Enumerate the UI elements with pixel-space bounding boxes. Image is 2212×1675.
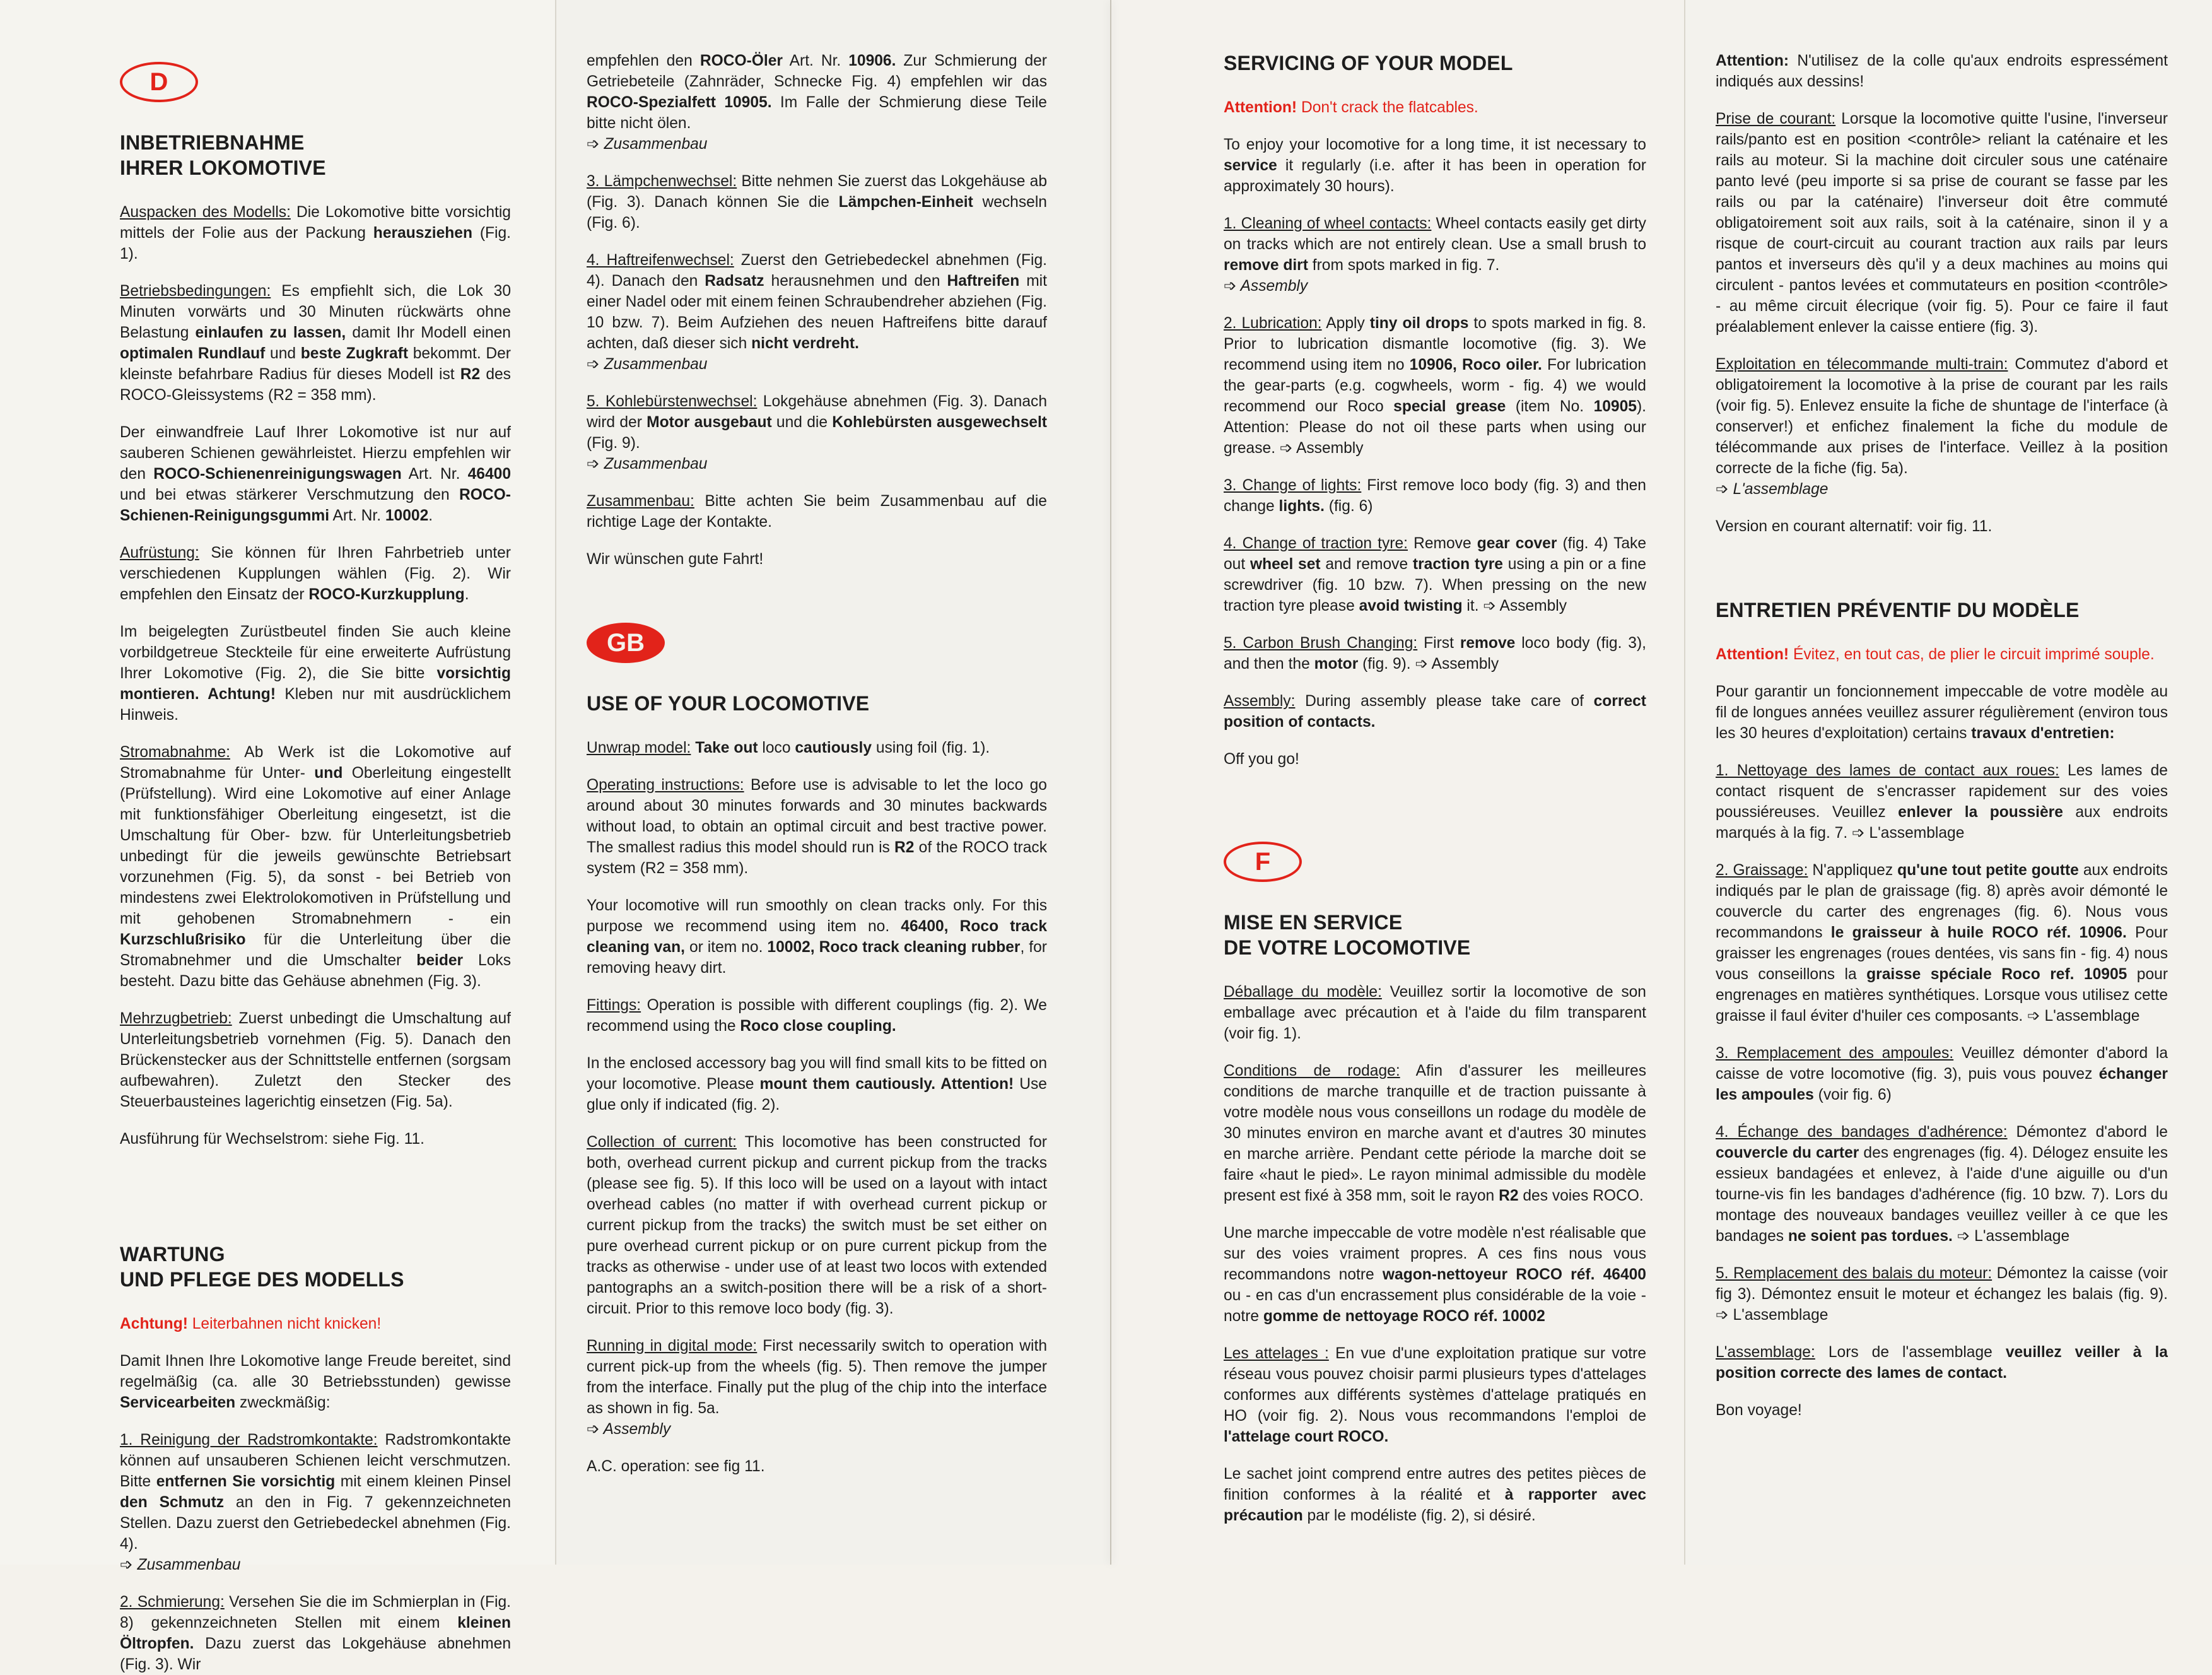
paragraph: 4. Change of traction tyre: Remove gear cover (fig. 4) Take out wheel set and remove traction tyre using a pin or a fine screwdriver (fig. 10 bzw. 7). When pressing on the new traction tyre please avoid twisting it. ➩ Assembly — [1224, 535, 1647, 614]
paragraph: Im beigelegten Zurüstbeutel finden Sie auch kleine vorbildgetreue Steckteile für eine erweiterte Aufrüstung Ihrer Lokomotive (Fig. 2), die Sie bitte vorsichtig montieren. Achtung! Kleben nur mit ausdrücklichem Hinweis. — [120, 623, 511, 724]
paragraph: 1. Cleaning of wheel contacts: Wheel contacts easily get dirty on tracks which are not entirely clean. Use a small brush to remove dirt from spots marked in fig. 7. ➩ Assembly — [1224, 213, 1646, 297]
paragraph: 4. Haftreifenwechsel: Zuerst den Getriebedeckel abnehmen (Fig. 4). Danach den Radsatz herausnehmen und den Haftreifen mit einer Nadel oder mit einem feinen Schraubendreher abziehen (Fig. 10 bzw. 7). Beim Aufziehen des neuen Haftreifens bitte darauf achten, daß dieser sich nicht verdreht. ➩ Zusammenbau — [587, 250, 1047, 375]
paragraph: Version en courant alternatif: voir fig. 11. — [1716, 518, 1993, 535]
cross-reference: ➩ Zusammenbau — [120, 1556, 241, 1573]
paragraph: Betriebsbedingungen: Es empfiehlt sich, die Lok 30 Minuten vorwärts und 30 Minuten rückwärts ohne Belastung einlaufen zu lassen, damit Ihr Modell einen optimalen Rundlauf und beste Zugkraft bekommt. Der kleinste befahrbare Radius für dieses Modell ist R2 des ROCO-Gleissystems (R2 = 358 mm). — [120, 283, 511, 404]
paragraph: Zusammenbau: Bitte achten Sie beim Zusammenbau auf die richtige Lage der Kontakte. — [587, 493, 1047, 531]
paragraph: 5. Kohlebürstenwechsel: Lokgehäuse abnehmen (Fig. 3). Danach wird der Motor ausgebaut und die Kohlebürsten ausgewechselt (Fig. 9). ➩ Zusammenbau — [587, 391, 1047, 474]
cross-reference: ➩ L'assemblage — [1716, 481, 1829, 498]
paragraph: Your locomotive will run smoothly on clean tracks only. For this purpose we recommend using item no. 46400, Roco track cleaning van, or item no. 10002, Roco track cleaning rubber, for removing heavy dirt. — [587, 897, 1048, 977]
column-french — [1684, 0, 2212, 1565]
paragraph: Déballage du modèle: Veuillez sortir la locomotive de son emballage avec précaution et à l'aide du film transparent (voir fig. 1). — [1224, 984, 1646, 1042]
paragraph: Damit Ihnen Ihre Lokomotive lange Freude bereitet, sind regelmäßig (ca. alle 30 Betriebsstunden) gewisse Servicearbeiten zweckmäßig: — [120, 1353, 511, 1411]
paragraph: 2. Lubrication: Apply tiny oil drops to spots marked in fig. 8. Prior to lubrication dismantle locomotive (fig. 3). We recommend using item no 10906, Roco oiler. For lubrication the gear-parts (e.g. cogwheels, worm - fig. 4) we would recommend our Roco special grease (item No. 10905). Attention: Please do not oil these parts when using our grease. ➩ Assembly — [1224, 315, 1646, 457]
cross-reference: ➩ Zusammenbau — [587, 136, 708, 153]
column-english-french — [1110, 0, 1684, 1565]
paragraph: Exploitation en télecommande multi-train: Commutez d'abord et obligatoirement la locomotive à la prise de courant par les rails (voir fig. 5). Enlevez ensuite la fiche de shuntage de l'interface (à conserver!) et enfichez finalement la fiche du module de télécommande aux prises de l'interface. Veillez à la position correcte de la fiche (fig. 5a). ➩ L'assemblage — [1716, 354, 2168, 500]
cross-reference: ➩ Zusammenbau — [587, 356, 708, 373]
paragraph: Pour garantir un foncionnement impeccable de votre modèle au fil de longues années veuillez assurer régulièrement (environ tous les 30 heures d'exploitation) certains travaux d'entretien: — [1716, 683, 2168, 742]
paragraph: Ausführung für Wechselstrom: siehe Fig. 11. — [120, 1131, 424, 1148]
paragraph: 1. Nettoyage des lames de contact aux roues: Les lames de contact risquent de s'encrasser rapidement sur des voies poussiéreuses. Veuillez enlever la poussière aux endroits marqués à la fig. 7. ➩ L'assemblage — [1716, 762, 2168, 842]
paragraph: 5. Remplacement des balais du moteur: Démontez la caisse (voir fig 3). Démontez ensuit le moteur et échangez les balais (fig. 9). ➩ L'assemblage — [1716, 1265, 2168, 1324]
language-badge-f: F — [1224, 842, 1302, 882]
cross-reference: ➩ Zusammenbau — [587, 455, 708, 473]
paragraph: Running in digital mode: First necessarily switch to operation with current pick-up from the wheels (fig. 5). Then remove the jumper from the interface. Finally put the plug of the chip into the interface as shown in fig. 5a. ➩ Assembly — [587, 1336, 1047, 1440]
language-badge-gb: GB — [587, 623, 665, 663]
paragraph: empfehlen den ROCO-Öler Art. Nr. 10906. Zur Schmierung der Getriebeteile (Zahnräder, Schnecke Fig. 4) empfehlen wir das ROCO-Spezialfett 10905. Im Falle der Schmierung diese Teile bitte nicht ölen. ➩ Zusammenbau — [587, 50, 1047, 155]
paragraph: Une marche impeccable de votre modèle n'est réalisable que sur des voies vraiment propres. A ces fins nous vous recommandons notre wagon-nettoyeur ROCO réf. 46400 ou - en cas d'un encrassement plus considérable de la voie - notre gomme de nettoyage ROCO réf. 10002 — [1224, 1225, 1646, 1325]
paragraph: A.C. operation: see fig 11. — [587, 1458, 765, 1475]
paragraph: Prise de courant: Lorsque la locomotive quitte l'usine, l'inverseur rails/panto est en position <contrôle> reliant la caténaire et les rails au moteur. Si la machine doit circuler sous une caténaire panto levé (peu importe si sa prise de courant se fasse par les rails ou par la caténaire) l'inverseur doit être commuté obligatoirement soit aux rails, soit à la caténaire, sinon il y a risque de court-circuit au courant traction aux rails par leurs pantos et inverseurs dès qu'il y a deux machines au moins qui circulent - pantos levées et commutateurs en position <contrôle> - au même circuit élecrique (voir fig. 5). Pour ce faire il faut préalablement enlever la caisse entiere (fig. 3). — [1716, 110, 2168, 336]
attention-note: Attention! Évitez, en tout cas, de plier le circuit imprimé souple. — [1716, 646, 2155, 663]
paragraph: 1. Reinigung der Radstromkontakte: Radstromkontakte können auf unsauberen Schienen leicht verschmutzen. Bitte entfernen Sie vorsichtig mit einem kleinen Pinsel den Schmutz an den in Fig. 7 gekennzeichneten Stellen. Dazu zuerst den Getriebedeckel abnehmen (Fig. 4). ➩ Zusammenbau — [120, 1430, 511, 1575]
paragraph: L'assemblage: Lors de l'assemblage veuillez veiller à la position correcte des lames de contact. — [1716, 1344, 2168, 1382]
paragraph: Unwrap model: Take out loco cautiously using foil (fig. 1). — [587, 739, 990, 756]
section-title-inbetriebnahme: INBETRIEBNAHME IHRER LOKOMOTIVE — [120, 131, 326, 179]
paragraph: 3. Remplacement des ampoules: Veuillez démonter d'abord la caisse de votre locomotive (fig. 3), puis vous pouvez échanger les ampoules (voir fig. 6) — [1716, 1045, 2168, 1103]
paragraph: 3. Lämpchenwechsel: Bitte nehmen Sie zuerst das Lokgehäuse ab (Fig. 3). Danach können Sie die Lämpchen-Einheit wechseln (Fig. 6). — [587, 173, 1047, 232]
paragraph: Stromabnahme: Ab Werk ist die Lokomotive auf Stromabnahme für Unter- und Oberleitung eingestellt (Prüfstellung). Wird eine Lokomotive auf einer Anlage mit funktionsfähiger Oberleitung eingesetzt, ist die Umschaltung für Ober- bzw. für Unterleitungsbetrieb unbedingt für die jeweils gewünschte Betriebsart vorzunehmen (Fig. 5), da sonst - bei Betrieb von mindestens zwei Elektrolokomotiven in Prüfstellung und mit gehobenen Stromabnehmern - ein Kurzschlußrisiko für die Unterleitung über die Stromabnehmer und die Umschalter beider Loks besteht. Dazu bitte das Gehäuse abnehmen (Fig. 3). — [120, 744, 511, 990]
paragraph: 2. Graissage: N'appliquez qu'une tout petite goutte aux endroits indiqués par le plan de graissage (fig. 8) après avoir démonté le couvercle du carter des engrenages (fig. 6). Nous vous recommandons le graisseur à huile ROCO réf. 10906. Pour graisser les engrenages (roues dentées, vis sans fin - fig. 4) nous vous conseillons la graisse spéciale Roco ref. 10905 pour engrenages en matières synthétiques. Lorsque vous utilisez cette graisse il faul éviter d'huiler ces composants. ➩ L'assemblage — [1716, 862, 2168, 1025]
page-fold — [1110, 0, 1111, 1565]
section-title-use: USE OF YOUR LOCOMOTIVE — [587, 692, 870, 715]
paragraph: 3. Change of lights: First remove loco body (fig. 3) and then change lights. (fig. 6) — [1224, 477, 1646, 515]
cross-reference: ➩ Assembly — [587, 1421, 671, 1438]
paragraph: Le sachet joint comprend entre autres des petites pièces de finition conformes à la réalité et à rapporter avec précaution par le modéliste (fig. 2), si désiré. — [1224, 1466, 1646, 1524]
language-badge-de: D — [120, 62, 198, 102]
column-german-english — [555, 0, 1110, 1565]
paragraph: 4. Échange des bandages d'adhérence: Démontez d'abord le couvercle du carter des engrenages (fig. 4). Délogez ensuite les essieux bandagées et enlevez, à l'aide d'une aiguille ou d'un tourne-vis fin les bandages d'adhérence (fig. 10 bzw. 7). Lors du montage des nouveaux bandages veuillez veiller à ce que les bandages ne soient pas tordues. ➩ L'assemblage — [1716, 1124, 2168, 1245]
paragraph: Aufrüstung: Sie können für Ihren Fahrbetrieb unter verschiedenen Kupplungen wählen (Fig. 2). Wir empfehlen den Einsatz der ROCO-Kurzkupplung. — [120, 544, 511, 603]
paragraph: Fittings: Operation is possible with different couplings (fig. 2). We recommend using the Roco close coupling. — [587, 997, 1047, 1035]
paragraph: In the enclosed accessory bag you will find small kits to be fitted on your locomotive. Please mount them cautiously. Attention! Use glue only if indicated (fig. 2). — [587, 1055, 1047, 1114]
attention-note: Achtung! Leiterbahnen nicht knicken! — [120, 1315, 382, 1332]
paragraph: Operating instructions: Before use is advisable to let the loco go around about 30 minutes forwards and 30 minutes backwards without load, to obtain an optimal circuit and best tractive power. The smallest radius this model should run is R2 of the ROCO track system (R2 = 358 mm). — [587, 777, 1047, 877]
cross-reference: ➩ Assembly — [1224, 278, 1308, 295]
section-title-wartung: WARTUNG UND PFLEGE DES MODELLS — [120, 1243, 404, 1291]
paragraph: 5. Carbon Brush Changing: First remove loco body (fig. 3), and then the motor (fig. 9). ➩ Assembly — [1224, 635, 1647, 673]
page-fold — [555, 0, 556, 1565]
paragraph: Conditions de rodage: Afin d'assurer les meilleures conditions de marche tranquille et de traction puissante à votre modèle nous vous conseillons un rodage du modèle de 30 minutes environ en marche avant et d'autres 30 minutes en marche arrière. Pendant cette période la marche doit se faire «haut le pied». Le rayon minimal admissible du modèle present est fixé à 358 mm, soit le rayon R2 des voies ROCO. — [1224, 1062, 1646, 1204]
paragraph: Wir wünschen gute Fahrt! — [587, 551, 764, 568]
paragraph: Der einwandfreie Lauf Ihrer Lokomotive ist nur auf sauberen Schienen gewährleistet. Hierzu empfehlen wir den ROCO-Schienenreinigungswagen Art. Nr. 46400 und bei etwas stärkerer Verschmutzung den ROCO-Schienen-Reinigungsgummi Art. Nr. 10002. — [120, 424, 511, 524]
paragraph: Auspacken des Modells: Die Lokomotive bitte vorsichtig mittels der Folie aus der Packung herausziehen (Fig. 1). — [120, 204, 512, 262]
paragraph: Off you go! — [1224, 751, 1299, 768]
attention-note: Attention! Don't crack the flatcables. — [1224, 99, 1478, 116]
page-fold — [1684, 0, 1685, 1565]
paragraph: 2. Schmierung: Versehen Sie die im Schmierplan in (Fig. 8) gekennzeichneten Stellen mit einem kleinen Öltropfen. Dazu zuerst das Lokgehäuse abnehmen (Fig. 3). Wir — [120, 1594, 511, 1673]
paragraph: To enjoy your locomotive for a long time, it ist necessary to service it regularly (i.e. after it has been in operation for approximately 30 hours). — [1224, 136, 1646, 195]
section-title-mise-en-service: MISE EN SERVICE DE VOTRE LOCOMOTIVE — [1224, 911, 1471, 959]
paragraph: Mehrzugbetrieb: Zuerst unbedingt die Umschaltung auf Unterleitungsbetrieb vornehmen (Fig. 5). Danach den Brückenstecker aus der Schnittstelle entfernen (sorgsam aufbewahren). Zuletzt den Stecker des Steuerbausteines lagerichtig einsetzen (Fig. 5a). — [120, 1010, 511, 1110]
paragraph: Collection of current: This locomotive has been constructed for both, overhead current pickup and current pickup from the tracks (please see fig. 5). If this loco will be used on a layout with intact overhead cables (no matter if with overhead current pickup or current pickup from the tracks) the switch must be set either on pure overhead current pickup or on pure current pickup from the tracks as otherwise - under use of at least two locos with extended pantographs an a switch-position there will be a risk of a short-circuit. Prior to this remove loco body (fig. 3). — [587, 1134, 1047, 1317]
paragraph: Les attelages : En vue d'une exploitation pratique sur votre réseau vous pouvez choisir parmi plusieurs types d'attelages conformes aux différents systèmes d'attelage pratiqués en HO (voir fig. 2). Nous vous recommandons l'emploi de l'attelage court ROCO. — [1224, 1345, 1646, 1445]
attention-note: Attention: N'utilisez de la colle qu'aux endroits espressément indiqués aux dessins! — [1716, 52, 2168, 90]
section-title-entretien: ENTRETIEN PRÉVENTIF DU MODÈLE — [1716, 599, 2080, 621]
paragraph: Assembly: During assembly please take care of correct position of contacts. — [1224, 693, 1646, 731]
column-german — [0, 0, 555, 1673]
paragraph: Bon voyage! — [1716, 1402, 1802, 1419]
section-title-servicing: SERVICING OF YOUR MODEL — [1224, 52, 1513, 74]
